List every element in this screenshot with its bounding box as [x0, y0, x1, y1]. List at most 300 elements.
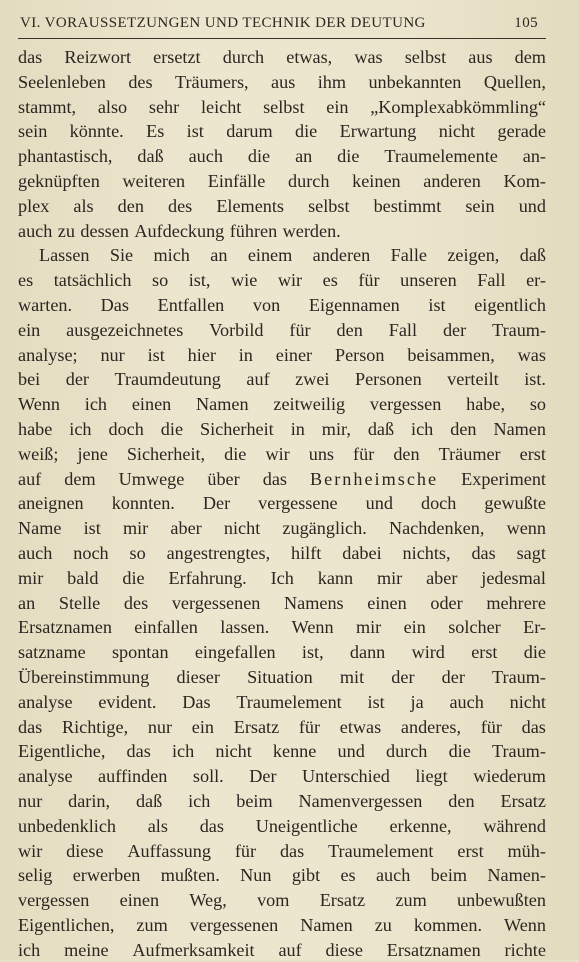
word: Stelle: [58, 592, 101, 613]
word: tatsächlich: [53, 270, 132, 291]
word: erst: [457, 840, 484, 861]
word: Traumelement: [328, 840, 434, 861]
word: auf: [18, 468, 42, 489]
word: Kom-: [503, 170, 546, 191]
word: auch: [188, 146, 223, 167]
word: bald: [67, 567, 99, 588]
text-line: [18, 442, 546, 467]
word: des: [128, 71, 153, 92]
word: Bernheimsche: [310, 468, 439, 489]
word: nur: [100, 344, 125, 365]
text-line: [18, 219, 546, 244]
word: müh-: [507, 840, 546, 861]
word: mußten.: [160, 865, 220, 886]
word: zeitweilig: [273, 394, 346, 415]
word: Situation: [247, 666, 313, 687]
word: analyse: [18, 691, 73, 712]
word: Personen: [354, 369, 422, 390]
word: ihm: [317, 71, 347, 92]
word: die: [247, 146, 271, 167]
text-line: [18, 938, 546, 962]
word: doch: [108, 418, 144, 439]
word: und: [337, 741, 365, 762]
word: Das: [100, 294, 129, 315]
word: Namen-: [487, 865, 546, 886]
word: wir: [277, 270, 303, 291]
word: Sicherheit: [199, 418, 274, 439]
word: den: [393, 443, 420, 464]
word: Eigentliche,: [18, 741, 106, 762]
word: Fall: [477, 270, 506, 291]
word: ich: [84, 394, 108, 415]
word: wir: [18, 840, 43, 861]
word: das: [18, 716, 43, 737]
word: angestrengtes,: [166, 542, 271, 563]
word: Reizwort: [64, 47, 132, 67]
word: Person: [334, 344, 385, 365]
word: selbst: [308, 195, 350, 216]
word: darum: [226, 121, 273, 142]
text-line: [18, 814, 546, 839]
word: zum: [136, 914, 168, 935]
word: beisammen,: [407, 344, 495, 365]
word: verteilt: [447, 369, 499, 390]
word: das: [262, 468, 287, 489]
word: ein: [403, 617, 426, 638]
word: zugänglich.: [282, 518, 367, 539]
word: mir,: [321, 418, 351, 439]
text-line: [18, 243, 546, 268]
word: solcher: [448, 617, 501, 638]
word: Nachdenken,: [388, 518, 485, 539]
word: Eigentlichen,: [18, 914, 115, 935]
word: eingefallen: [194, 642, 276, 663]
word: habe: [18, 418, 53, 439]
word: durch: [222, 47, 265, 67]
word: mir: [18, 567, 44, 588]
word: vergessen: [369, 394, 442, 415]
word: während: [483, 815, 546, 836]
word: Aufmerksamkeit: [132, 939, 255, 960]
word: mir: [355, 617, 382, 638]
word: Ersatz: [500, 790, 546, 811]
word: Quellen,: [483, 71, 546, 92]
word: zu: [57, 220, 75, 241]
word: sein: [18, 121, 48, 142]
word: für: [353, 443, 375, 464]
header-rule: [18, 38, 546, 39]
word: Wenn: [18, 394, 60, 415]
word: Elements: [216, 195, 284, 216]
word: Ersatz: [233, 716, 280, 737]
word: etwas,: [286, 47, 333, 67]
word: Eigennamen: [308, 294, 400, 315]
word: konnten.: [111, 493, 175, 514]
text-line: [18, 615, 546, 640]
word: den: [450, 418, 477, 439]
word: dem: [514, 47, 546, 67]
text-line: [18, 566, 546, 591]
word: für: [358, 270, 380, 291]
word: ich: [188, 790, 211, 811]
text-line: [18, 144, 546, 169]
word: „Komplexabkömmling“: [370, 96, 546, 117]
word: uns: [308, 443, 334, 464]
word: den: [336, 319, 363, 340]
word: erst: [519, 443, 546, 464]
word: erst: [471, 642, 498, 663]
text-line: [18, 739, 546, 764]
word: wird: [411, 642, 445, 663]
word: geknüpften: [18, 170, 100, 191]
word: bei: [18, 369, 41, 390]
word: Ersatznamen: [18, 617, 112, 638]
word: vergessenen: [189, 914, 279, 935]
word: Name: [18, 518, 62, 539]
word: der: [442, 319, 467, 340]
text-line: [18, 839, 546, 864]
body-text: [18, 45, 546, 962]
word: nicht: [223, 518, 261, 539]
word: keinen: [352, 170, 401, 191]
word: anderes,: [400, 716, 462, 737]
word: nicht: [438, 121, 476, 142]
word: anderen: [423, 170, 481, 191]
word: zu: [374, 914, 392, 935]
word: dem: [64, 468, 96, 489]
word: an-: [522, 146, 546, 167]
text-line: [18, 789, 546, 814]
word: was: [354, 47, 383, 67]
text-line: [18, 417, 546, 442]
text-line: [18, 95, 546, 120]
word: ein: [18, 319, 41, 340]
word: spontan: [111, 642, 169, 663]
word: ist,: [301, 642, 324, 663]
word: das: [521, 716, 546, 737]
word: den: [117, 195, 144, 216]
running-head: [18, 14, 546, 32]
word: Nun: [240, 865, 272, 886]
word: Seelenleben: [18, 71, 106, 92]
word: wenn: [506, 518, 546, 539]
word: nur: [147, 716, 173, 737]
text-line: [18, 45, 546, 70]
word: dessen: [80, 220, 129, 241]
word: Entfallen: [157, 294, 225, 315]
word: richte: [504, 939, 546, 960]
word: zwei: [295, 369, 330, 390]
word: soll.: [192, 766, 224, 787]
word: ist: [428, 294, 446, 315]
word: einen: [131, 394, 172, 415]
word: Traumdeutung: [114, 369, 221, 390]
word: Traumelemente: [384, 146, 498, 167]
word: ausgezeichnetes: [66, 319, 184, 340]
word: hilft: [291, 542, 322, 563]
word: Experiment: [461, 468, 546, 489]
text-line: [18, 715, 546, 740]
word: aber: [170, 518, 202, 539]
word: Fall: [388, 319, 418, 340]
word: könnte.: [69, 121, 124, 142]
word: dabei: [342, 542, 382, 563]
word: ist: [147, 344, 165, 365]
word: kann: [317, 567, 354, 588]
word: satzname: [18, 642, 86, 663]
word: das: [126, 741, 151, 762]
word: Uneigentliche: [255, 815, 358, 836]
word: aus: [468, 47, 493, 67]
word: anderen: [312, 245, 371, 266]
word: der: [441, 666, 465, 687]
word: wie: [231, 270, 258, 291]
word: unbekannten: [368, 71, 462, 92]
word: aneignen: [18, 493, 84, 514]
word: über: [207, 468, 240, 489]
text-line: [18, 293, 546, 318]
word: das: [199, 815, 224, 836]
word: daß: [367, 418, 395, 439]
word: das: [18, 47, 43, 67]
word: zum: [395, 890, 427, 911]
word: der: [65, 369, 89, 390]
word: dann: [349, 642, 386, 663]
word: doch: [420, 493, 457, 514]
word: ich: [411, 418, 434, 439]
word: wiederum: [473, 766, 546, 787]
word: Das: [182, 691, 211, 712]
word: es: [18, 270, 34, 291]
word: zeigen,: [447, 245, 500, 266]
text-line: [18, 640, 546, 665]
text-line: [18, 591, 546, 616]
word: Traum-: [491, 741, 546, 762]
word: Träumers,: [175, 71, 249, 92]
word: ich: [171, 741, 195, 762]
word: auf: [246, 369, 270, 390]
word: die: [523, 642, 546, 663]
word: das: [279, 840, 305, 861]
word: daß: [135, 790, 163, 811]
word: für: [234, 840, 257, 861]
word: Erfahrung.: [168, 567, 247, 588]
word: in: [238, 344, 253, 365]
word: eigentlich: [474, 294, 546, 315]
word: des: [123, 592, 149, 613]
word: ein: [191, 716, 215, 737]
word: durch: [385, 741, 428, 762]
word: als: [73, 195, 94, 216]
word: ist,: [188, 270, 211, 291]
word: mir: [122, 518, 149, 539]
word: einen: [119, 890, 160, 911]
word: die: [160, 418, 184, 439]
word: mit: [339, 666, 365, 687]
text-line: [18, 268, 546, 293]
word: Unterschied: [302, 766, 390, 787]
word: etwas: [339, 716, 382, 737]
word: Sie: [109, 245, 134, 266]
word: vergessen: [18, 890, 90, 911]
word: an: [295, 146, 313, 167]
text-line: [18, 665, 546, 690]
word: werden.: [282, 220, 341, 241]
word: diese: [66, 840, 104, 861]
word: auch: [449, 691, 484, 712]
word: auch: [18, 220, 53, 241]
word: nichts,: [402, 542, 451, 563]
word: Traumelement: [236, 691, 342, 712]
word: dieser: [176, 666, 220, 687]
word: einen: [367, 592, 407, 613]
word: noch: [73, 542, 109, 563]
word: Ersatznamen: [386, 939, 481, 960]
word: die: [295, 121, 318, 142]
text-line: [18, 863, 546, 888]
word: die: [224, 443, 247, 464]
word: Sicherheit,: [126, 443, 206, 464]
word: Namenvergessen: [298, 790, 423, 811]
word: einer: [275, 344, 313, 365]
word: beim: [430, 865, 468, 886]
word: unbewußten: [457, 890, 546, 911]
word: ein: [326, 96, 349, 117]
word: unbedenklich: [18, 815, 116, 836]
word: meine: [64, 939, 109, 960]
text-line: [18, 491, 546, 516]
word: Namens: [284, 592, 344, 613]
word: plex: [18, 195, 50, 216]
word: ist: [186, 121, 204, 142]
word: das: [471, 542, 496, 563]
text-line: [18, 169, 546, 194]
word: Falle: [390, 245, 427, 266]
word: der: [391, 666, 415, 687]
word: gewußte: [484, 493, 546, 514]
word: analyse: [18, 766, 73, 787]
word: es: [340, 865, 356, 886]
word: Ersatz: [319, 890, 366, 911]
word: es: [322, 270, 338, 291]
word: gerade: [497, 121, 546, 142]
word: wir: [265, 443, 290, 464]
word: auf: [278, 939, 302, 960]
word: selbst: [404, 47, 447, 67]
word: unseren: [400, 270, 457, 291]
word: warten.: [18, 294, 73, 315]
word: ich: [18, 939, 41, 960]
word: also: [97, 96, 128, 117]
word: Träumer: [438, 443, 501, 464]
word: durch: [288, 170, 330, 191]
word: daß: [519, 245, 546, 266]
word: nicht: [509, 691, 546, 712]
word: Der: [249, 766, 277, 787]
word: Richtige,: [61, 716, 129, 737]
text-line: [18, 913, 546, 938]
word: nicht: [215, 741, 252, 762]
word: oder: [430, 592, 463, 613]
word: nur: [18, 790, 43, 811]
word: Aufdeckung: [134, 220, 225, 241]
word: jedesmal: [481, 567, 546, 588]
word: liegt: [415, 766, 448, 787]
word: phantastisch,: [18, 146, 113, 167]
word: Einfälle: [207, 170, 266, 191]
text-line: [18, 119, 546, 144]
text-line: [18, 690, 546, 715]
word: sehr: [148, 96, 180, 117]
word: vergessene: [258, 493, 338, 514]
word: erkenne,: [389, 815, 452, 836]
word: Es: [146, 121, 165, 142]
word: einfallen: [134, 617, 198, 638]
word: des: [168, 195, 193, 216]
text-line: [18, 318, 546, 343]
word: vergessenen: [171, 592, 261, 613]
text-line: [18, 888, 546, 913]
word: Lassen: [39, 245, 90, 266]
text-line: [18, 392, 546, 417]
word: die: [448, 741, 471, 762]
word: evident.: [98, 691, 157, 712]
word: die: [122, 567, 145, 588]
word: er-: [526, 270, 546, 291]
word: ersetzt: [153, 47, 201, 67]
word: selig: [18, 865, 53, 886]
word: auffinden: [98, 766, 168, 787]
word: kommen.: [413, 914, 483, 935]
word: sein: [465, 195, 495, 216]
word: mir: [376, 567, 403, 588]
word: ich: [69, 418, 92, 439]
word: einem: [247, 245, 293, 266]
word: Wenn: [291, 617, 334, 638]
word: weiteren: [122, 170, 186, 191]
word: Er-: [523, 617, 546, 638]
word: an: [18, 592, 36, 613]
word: gibt: [291, 865, 321, 886]
text-line: [18, 343, 546, 368]
text-line: [18, 764, 546, 789]
word: daß: [137, 146, 164, 167]
word: Wenn: [503, 914, 546, 935]
word: Traum-: [492, 319, 546, 340]
word: Der: [202, 493, 231, 514]
word: was: [517, 344, 546, 365]
word: Namen: [493, 418, 546, 439]
word: und: [518, 195, 546, 216]
text-line: [18, 516, 546, 541]
word: ist: [367, 691, 385, 712]
word: so: [152, 270, 169, 291]
word: so: [129, 542, 146, 563]
word: die: [337, 146, 360, 167]
word: ja: [410, 691, 424, 712]
word: auch: [375, 865, 411, 886]
word: beim: [236, 790, 273, 811]
word: hier: [187, 344, 216, 365]
word: Ich: [270, 567, 294, 588]
word: Auffassung: [127, 840, 211, 861]
word: Übereinstimmung: [18, 666, 150, 687]
word: jene: [77, 443, 108, 464]
word: Vorbild: [209, 319, 264, 340]
word: Umwege: [118, 468, 185, 489]
word: Erwartung: [339, 121, 417, 142]
word: erwerben: [72, 865, 141, 886]
